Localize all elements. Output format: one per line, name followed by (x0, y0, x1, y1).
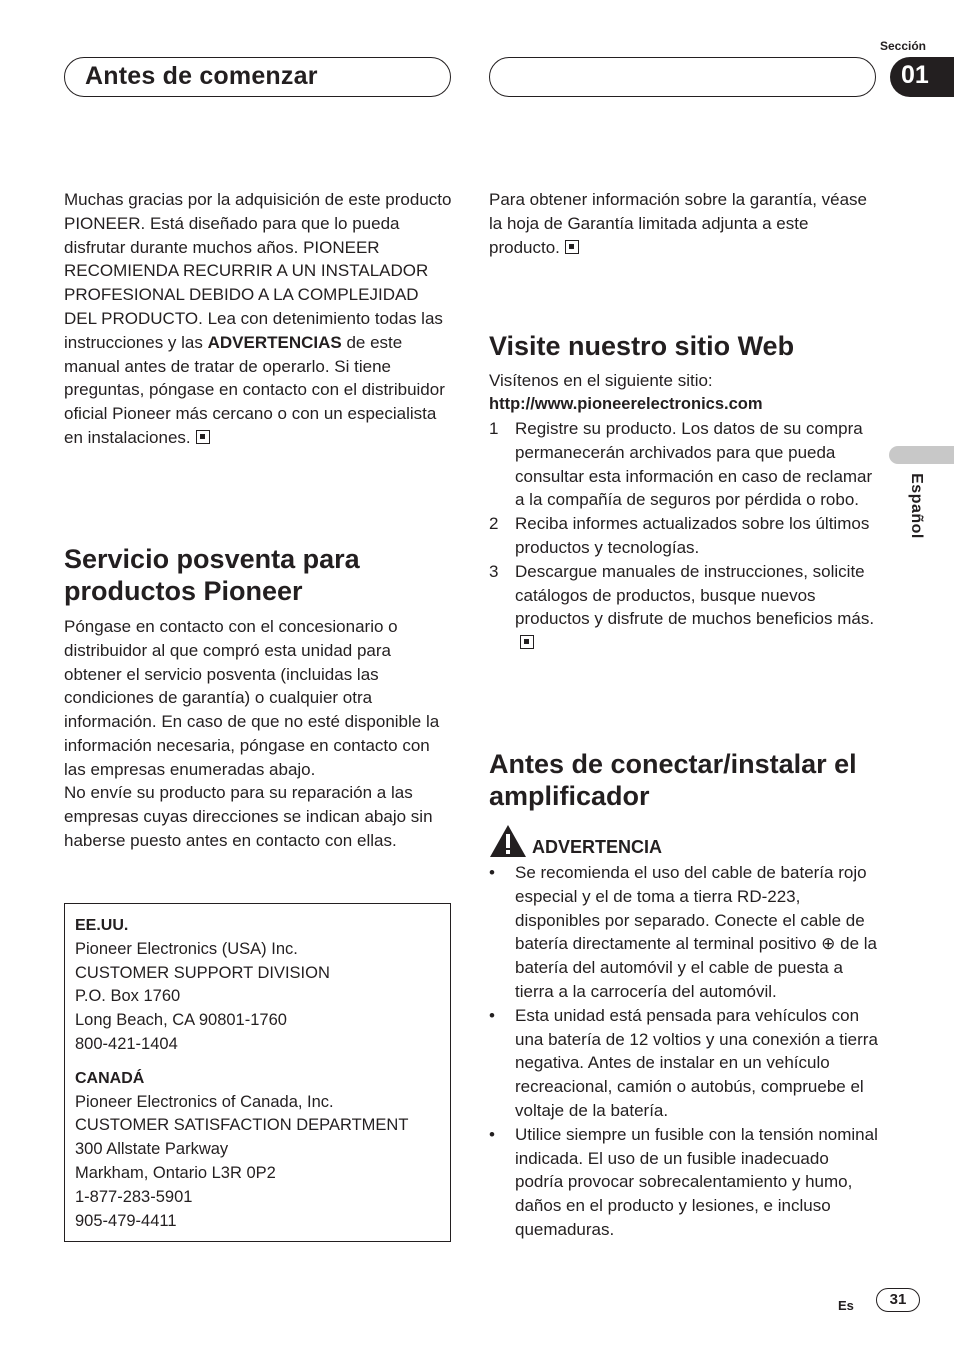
language-tab-label: Español (908, 473, 925, 539)
list-item (489, 1123, 879, 1242)
warning-triangle-icon (489, 824, 527, 858)
contact-line: P.O. Box 1760 (75, 987, 181, 1006)
list-item-number: 3 (489, 561, 499, 581)
warranty-paragraph (489, 188, 877, 259)
positive-terminal-icon: ⊕ (821, 934, 836, 954)
list-item (489, 861, 879, 1004)
language-tab-marker (889, 446, 954, 464)
list-item-text-part: Se recomienda el uso del cable de batería rojo especial y el de toma a tierra RD-223, disponibles por separado. Conecte el cable de batería directamente al terminal positivo (515, 863, 867, 954)
contact-line: Pioneer Electronics (USA) Inc. (75, 939, 298, 958)
end-mark-icon (196, 430, 210, 444)
warning-list (489, 861, 879, 1242)
bullet-icon: • (489, 1124, 495, 1144)
list-item-text: Esta unidad está pensada para vehículos con una batería de 12 voltios y una conexión a tierra negativa. Antes de instalar en un vehículo recreacional, camión o autobús, compruebe el voltaje de la batería. (515, 1005, 878, 1120)
header-blank-pill (489, 57, 876, 97)
contact-box (64, 903, 451, 1242)
list-item (489, 512, 877, 560)
footer-language-code: Es (838, 1298, 854, 1313)
contact-usa-title: EE.UU. (75, 917, 129, 934)
contact-line: 905-479-4411 (75, 1211, 177, 1230)
warning-label: ADVERTENCIA (532, 837, 663, 857)
website-benefits-list (489, 417, 877, 655)
contact-line: Long Beach, CA 90801-1760 (75, 1011, 287, 1030)
bullet-icon: • (489, 863, 495, 882)
contact-line: CUSTOMER SATISFACTION DEPARTMENT (75, 1116, 409, 1135)
section-number: 01 (901, 61, 929, 89)
intro-bold-advertencias: ADVERTENCIAS (207, 332, 342, 352)
list-item-number: 1 (489, 419, 499, 438)
contact-usa (75, 914, 440, 1057)
service-paragraph-2: No envíe su producto para su reparación a las empresas cuyas direcciones se indican abajo sin haberse puesto antes en contacto con ellas. (64, 783, 433, 850)
chapter-header (64, 57, 451, 97)
section-tab (890, 57, 954, 97)
list-item (489, 560, 877, 655)
intro-text-2: de este manual antes de tratar de operarlo. Si tiene preguntas, póngase en contacto con el distribuidor oficial Pioneer más cercano o con un especialista en instalaciones. (64, 332, 445, 447)
service-heading: Servicio posventa para productos Pioneer (64, 544, 360, 606)
contact-line: 800-421-1404 (75, 1034, 178, 1053)
list-item-text: Reciba informes actualizados sobre los últimos productos y tecnologías. (515, 514, 870, 557)
contact-line: 300 Allstate Parkway (75, 1140, 229, 1159)
contact-line: Pioneer Electronics of Canada, Inc. (75, 1092, 334, 1111)
intro-text-1: Muchas gracias por la adquisición de este producto PIONEER. Está diseñado para que lo pueda disfrutar durante muchos años. PIONEER RECOMIENDA RECURRIR A UN INSTALADOR PROFESIONAL DEBIDO A LA COMPLEJIDAD DEL PRODUCTO. Lea con detenimiento todas las instrucciones y las (64, 190, 452, 352)
list-item (489, 417, 877, 512)
contact-canada (75, 1067, 440, 1234)
chapter-title: Antes de comenzar (85, 62, 318, 90)
list-item-text: Registre su producto. Los datos de su compra permanecerán archivados para que pueda consultar esta información en caso de reclamar a la compañía de seguros por pérdida o robo. (515, 419, 873, 510)
website-heading: Visite nuestro sitio Web (489, 331, 795, 361)
website-intro: Visítenos en el siguiente sitio: (489, 371, 713, 390)
intro-paragraph (64, 188, 452, 450)
list-item (489, 1004, 879, 1123)
contact-line: 1-877-283-5901 (75, 1187, 193, 1206)
warranty-text: Para obtener información sobre la garantía, véase la hoja de Garantía limitada adjunta a este producto. (489, 190, 868, 257)
warning-label-row (489, 824, 889, 860)
page-number: 31 (876, 1288, 920, 1312)
list-item-number: 2 (489, 514, 499, 534)
list-item-text-part: de la batería del automóvil y el cable de puesta a tierra a la carrocería del automóvil. (515, 934, 877, 1001)
contact-line: CUSTOMER SUPPORT DIVISION (75, 963, 330, 982)
end-mark-icon (520, 635, 534, 649)
service-paragraph-1: Póngase en contacto con el concesionario o distribuidor al que compró esta unidad para obtener el servicio posventa (incluidas las condiciones de garantía) o cualquier otra información. En caso de que no esté disponible la información necesaria, póngase en contacto con las empresas enumeradas abajo. (64, 617, 440, 779)
amplifier-heading: Antes de conectar/instalar el amplificador (489, 749, 857, 811)
contact-canada-title: CANADÁ (75, 1069, 145, 1087)
end-mark-icon (565, 240, 579, 254)
contact-line: Markham, Ontario L3R 0P2 (75, 1163, 276, 1182)
section-label: Sección (879, 39, 927, 53)
bullet-icon: • (489, 1005, 495, 1025)
website-url-link[interactable]: http://www.pioneerelectronics.com (489, 395, 763, 413)
list-item-text: Descargue manuales de instrucciones, solicite catálogos de productos, busque nuevos productos y disfrute de muchos beneficios más. (515, 561, 875, 629)
list-item-text: Utilice siempre un fusible con la tensión nominal indicada. El uso de un fusible inadecuado podría provocar sobrecalentamiento y humo, daños en el producto y lesiones, e incluso quemaduras. (515, 1124, 878, 1239)
